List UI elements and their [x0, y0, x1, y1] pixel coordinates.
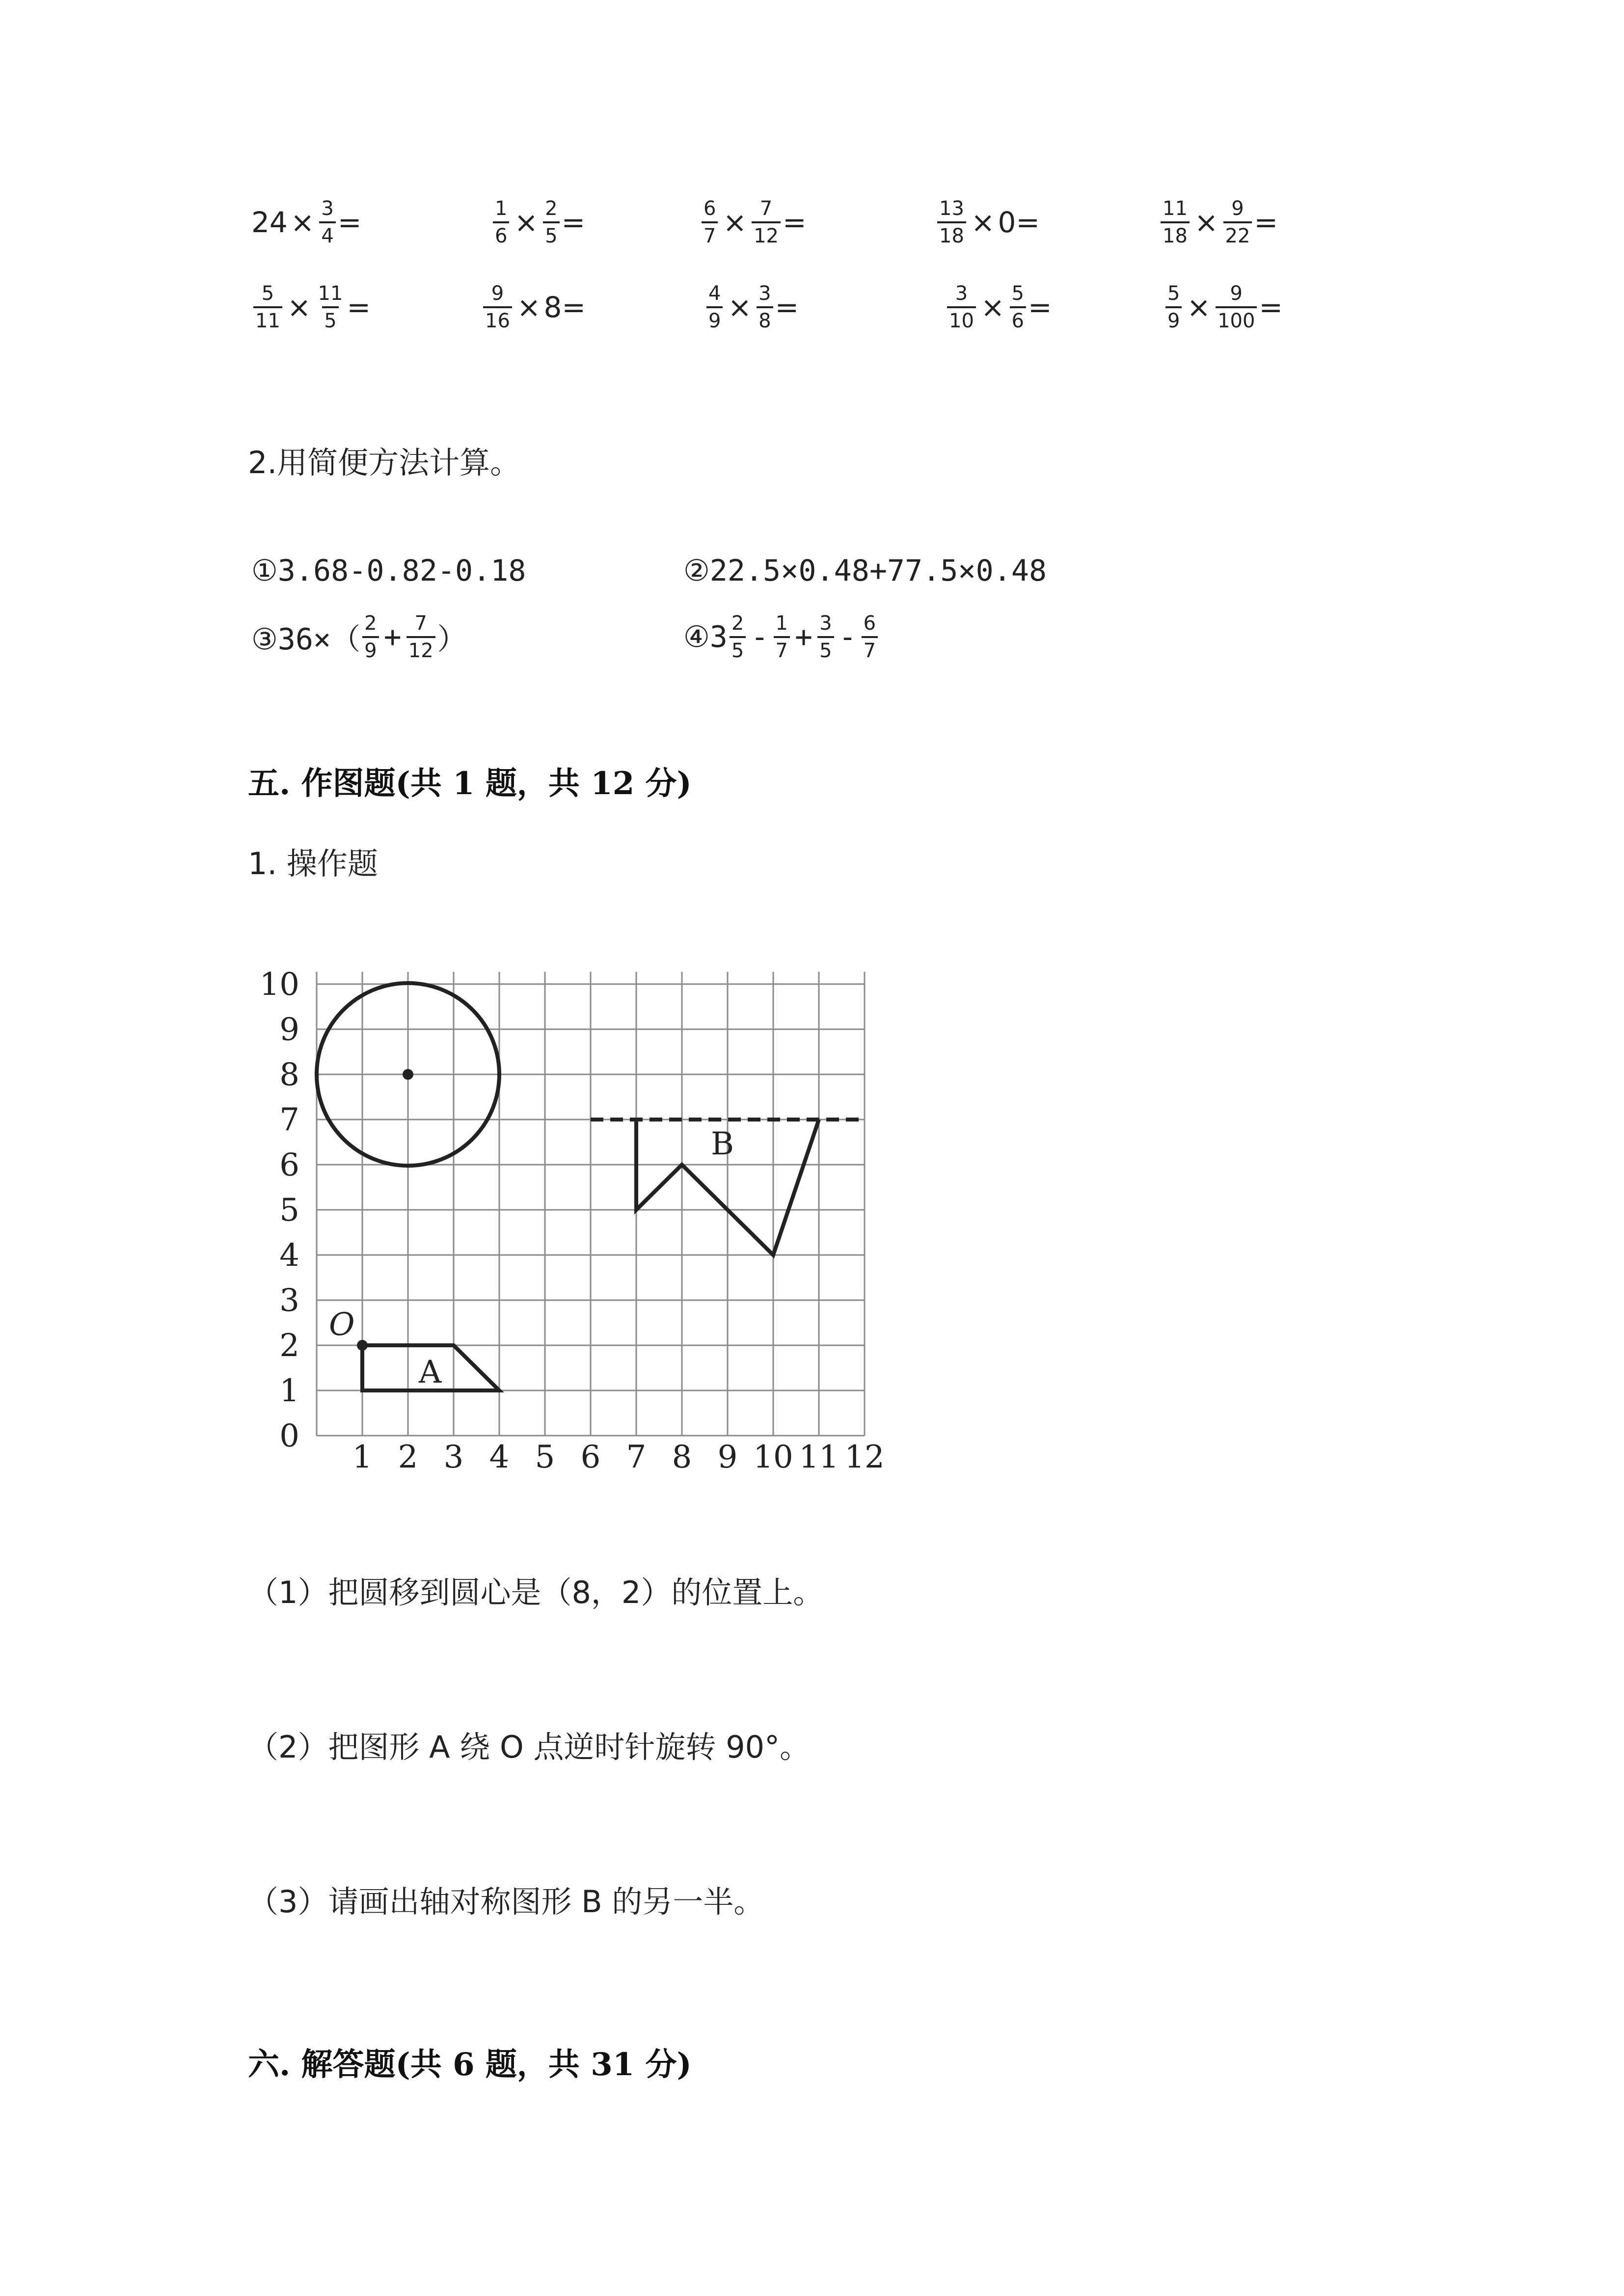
- fraction: $\frac{3}{4}$: [319, 199, 335, 246]
- times-sign: ×: [1194, 206, 1218, 239]
- minus-sign: -: [751, 620, 769, 654]
- y-label-0: 0: [279, 1418, 299, 1454]
- fraction: $\frac{2}{5}$: [543, 199, 559, 246]
- plus-sign: +: [794, 620, 813, 654]
- times-sign: ×: [980, 291, 1005, 324]
- y-label-1: 1: [279, 1373, 299, 1409]
- x-label-12: 12: [844, 1439, 885, 1472]
- times-sign: ×: [971, 206, 995, 239]
- problem-2-4: [945, 284, 1052, 331]
- fraction: $\frac{5}{9}$: [1165, 284, 1182, 331]
- calc-4-prefix: ④3: [683, 620, 728, 654]
- problem-2-3: [704, 284, 799, 331]
- calc-3-suffix: ）: [437, 622, 467, 657]
- times-sign: ×: [290, 206, 315, 239]
- fraction: $\frac{7}{12}$: [752, 199, 781, 246]
- x-label-10: 10: [753, 1439, 793, 1472]
- fraction: $\frac{7}{12}$: [406, 614, 435, 661]
- fraction: $\frac{5}{6}$: [1010, 284, 1026, 331]
- y-label-3: 3: [279, 1282, 299, 1319]
- whole-number: 24: [251, 206, 288, 239]
- equals-sign: =: [337, 206, 362, 239]
- calc-4: [683, 614, 880, 661]
- y-label-4: 4: [279, 1237, 299, 1274]
- problem-1-3: [700, 199, 807, 246]
- coordinate-grid-figure: [250, 952, 898, 1472]
- x-label-3: 3: [443, 1439, 464, 1472]
- fraction: $\frac{11}{18}$: [1161, 199, 1190, 246]
- fraction: $\frac{6}{7}$: [862, 614, 878, 661]
- question-1-title: 1. 操作题: [248, 846, 378, 881]
- x-label-11: 11: [799, 1439, 839, 1472]
- fraction: $\frac{2}{5}$: [730, 614, 746, 661]
- problem-1-1: [251, 199, 361, 246]
- y-axis-labels: [260, 966, 299, 1454]
- label-o: O: [329, 1307, 355, 1343]
- equals-sign: =: [561, 206, 586, 239]
- question-2-title: 2.用简便方法计算。: [248, 445, 521, 481]
- fraction: $\frac{9}{16}$: [483, 284, 512, 331]
- problem-1-4: [935, 199, 1040, 246]
- equals-sign: =: [562, 291, 586, 324]
- minus-sign: -: [839, 620, 857, 654]
- fraction: $\frac{1}{7}$: [774, 614, 790, 661]
- times-sign: ×: [728, 291, 752, 324]
- x-axis-labels: [352, 1439, 885, 1472]
- problem-2-2: [481, 284, 586, 331]
- sub-question-2: （2）把图形 A 绕 O 点逆时针旋转 90°。: [248, 1729, 811, 1765]
- equals-sign: =: [775, 291, 799, 324]
- circle-center-dot: [403, 1069, 413, 1080]
- calc-3-prefix: ③36×（: [251, 622, 361, 657]
- calc-3: [251, 614, 467, 661]
- x-label-8: 8: [672, 1439, 692, 1472]
- fraction: $\frac{9}{100}$: [1216, 284, 1257, 331]
- fraction: $\frac{13}{18}$: [937, 199, 966, 246]
- fraction: $\frac{9}{22}$: [1223, 199, 1252, 246]
- fraction: $\frac{5}{11}$: [253, 284, 282, 331]
- fraction: $\frac{3}{10}$: [947, 284, 976, 331]
- times-sign: ×: [723, 206, 747, 239]
- equals-sign: =: [1254, 206, 1278, 239]
- y-label-8: 8: [279, 1057, 299, 1093]
- sub-question-1: （1）把圆移到圆心是（8，2）的位置上。: [248, 1575, 824, 1610]
- section-5-heading: 五. 作图题(共 1 题，共 12 分): [248, 765, 692, 802]
- problem-1-5: [1159, 199, 1278, 246]
- fraction: $\frac{3}{8}$: [757, 284, 773, 331]
- y-label-9: 9: [279, 1012, 299, 1048]
- plus-sign: +: [383, 620, 402, 654]
- problem-2-5: [1164, 284, 1283, 331]
- sub-question-3: （3）请画出轴对称图形 B 的另一半。: [248, 1884, 764, 1920]
- fraction: $\frac{11}{5}$: [318, 282, 343, 332]
- equals-sign: =: [1028, 291, 1052, 324]
- fraction: $\frac{4}{9}$: [706, 284, 723, 331]
- fraction: $\frac{1}{6}$: [493, 199, 509, 246]
- x-label-7: 7: [626, 1439, 647, 1472]
- times-sign: ×: [516, 291, 541, 324]
- x-label-2: 2: [398, 1439, 418, 1472]
- whole-number: 0: [998, 206, 1016, 239]
- fraction: $\frac{3}{5}$: [817, 614, 834, 661]
- y-label-5: 5: [279, 1192, 299, 1228]
- y-label-7: 7: [279, 1102, 299, 1138]
- times-sign: ×: [287, 291, 311, 324]
- equals-sign: =: [782, 206, 807, 239]
- section-6-heading: 六. 解答题(共 6 题，共 31 分): [248, 2046, 692, 2083]
- calc-1: ①3.68-0.82-0.18: [251, 554, 526, 588]
- y-label-6: 6: [279, 1147, 299, 1183]
- equals-sign: =: [1259, 291, 1283, 324]
- x-label-1: 1: [352, 1439, 373, 1472]
- x-label-9: 9: [717, 1439, 738, 1472]
- calc-2: ②22.5×0.48+77.5×0.48: [683, 554, 1047, 588]
- label-a: A: [419, 1354, 442, 1390]
- fraction: $\frac{6}{7}$: [702, 199, 718, 246]
- problem-1-2: [491, 199, 585, 246]
- equals-sign: =: [1016, 206, 1040, 239]
- x-label-5: 5: [535, 1439, 555, 1472]
- y-label-10: 10: [259, 966, 299, 1003]
- label-b: B: [711, 1126, 734, 1162]
- fraction: $\frac{2}{9}$: [362, 614, 379, 661]
- y-label-2: 2: [279, 1328, 299, 1364]
- x-label-4: 4: [489, 1439, 510, 1472]
- grid-lines: [317, 972, 865, 1436]
- x-label-6: 6: [580, 1439, 601, 1472]
- times-sign: ×: [514, 206, 539, 239]
- problem-2-1: [251, 284, 371, 331]
- whole-number: 8: [543, 291, 562, 324]
- times-sign: ×: [1187, 291, 1211, 324]
- equals-sign: =: [347, 291, 371, 324]
- point-o-dot: [357, 1340, 368, 1351]
